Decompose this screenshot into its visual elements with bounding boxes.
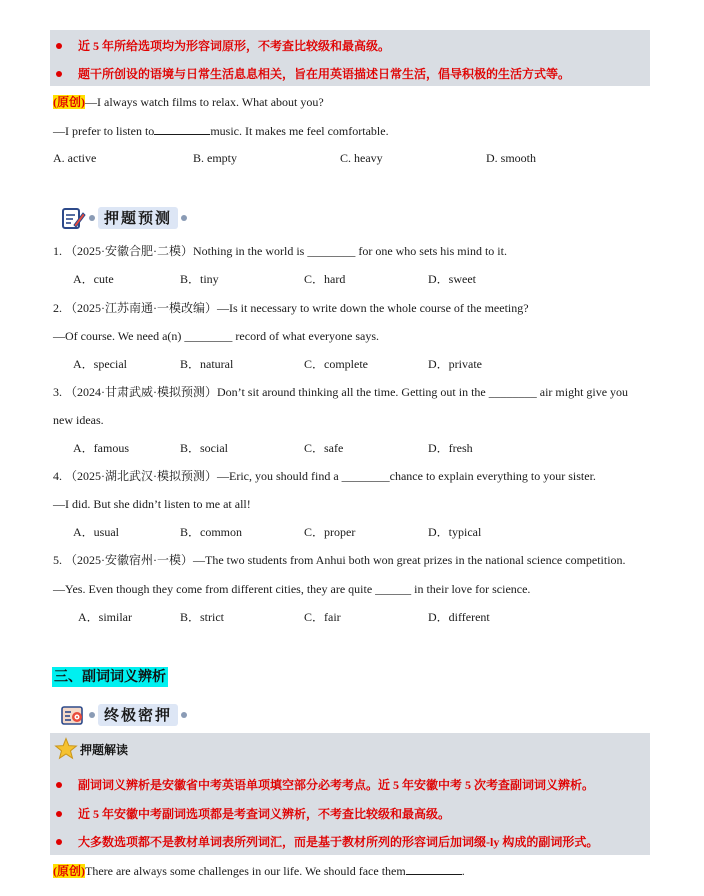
notepad-pencil-icon: [60, 205, 86, 231]
section-title: 三、副词词义辨析: [54, 669, 166, 685]
option-d: D．sweet: [428, 272, 476, 286]
option-c: C．safe: [304, 441, 344, 455]
predict-section-label: 押题预测: [98, 207, 178, 229]
option-b: B．tiny: [180, 272, 219, 286]
option-c: C．complete: [304, 357, 368, 371]
question-stem: 4. （2025·湖北武汉·模拟预测）—Eric, you should find a ________chance to explain everything to your sister.: [53, 469, 596, 483]
bullet-icon: [56, 43, 62, 49]
question-options: [0, 441, 704, 457]
target-board-icon: [60, 702, 86, 728]
original-question-2: (原创)There are always some challenges in our life. We should face them .: [53, 864, 465, 878]
option-d: D．different: [428, 610, 490, 624]
key-point-line: 题干所创设的语境与日常生活息息相关，旨在用英语描述日常生活，倡导积极的生活方式等。: [56, 67, 570, 81]
bullet-icon: [56, 811, 62, 817]
decor-dot: [181, 712, 187, 718]
question-stem-continued: —Yes. Even though they come from different cities, they are quite ______ in their love for science.: [53, 582, 531, 596]
question-stem: 1. （2025·安徽合肥·二模）Nothing in the world is ________ for one who sets his mind to it.: [53, 244, 507, 258]
option-a: A．special: [73, 357, 127, 371]
decor-dot: [181, 215, 187, 221]
final-section-label: 终极密押: [98, 704, 178, 726]
original-question-line2: —I prefer to listen to music. It makes me feel comfortable.: [53, 124, 389, 138]
option-d: D. smooth: [486, 151, 537, 165]
bullet-icon: [56, 839, 62, 845]
option-a: A. active: [53, 151, 97, 165]
interpretation-line: 近 5 年安徽中考副词选项都是考查词义辨析，不考查比较级和最高级。: [56, 807, 450, 821]
option-b: B．social: [180, 441, 228, 455]
original-tag: (原创): [53, 864, 85, 878]
option-b: B．common: [180, 525, 242, 539]
question-stem: 3. （2024·甘肃武威·模拟预测）Don’t sit around thinking all the time. Getting out in the ________ air might give you: [53, 385, 629, 399]
option-b: B. empty: [193, 151, 237, 165]
original-question-options: [0, 151, 704, 167]
question-stem-continued: —I did. But she didn’t listen to me at all!: [53, 497, 251, 511]
option-c: C．proper: [304, 525, 356, 539]
star-icon: [54, 737, 78, 761]
question-options: [0, 610, 704, 626]
original-question-line1: (原创)—I always watch films to relax. What about you?: [53, 95, 324, 109]
exam-interpretation-box: [50, 733, 650, 855]
option-a: A．famous: [73, 441, 129, 455]
question-stem-continued: new ideas.: [53, 413, 104, 427]
decor-dot: [89, 712, 95, 718]
original-tag: (原创): [53, 95, 85, 109]
option-c: C．fair: [304, 610, 341, 624]
interpretation-line: 副词词义辨析是安徽省中考英语单项填空部分必考考点。近 5 年安徽中考 5 次考查副词词义辨析。: [56, 778, 594, 792]
bullet-icon: [56, 782, 62, 788]
key-point-line: 近 5 年所给选项均为形容词原形，不考查比较级和最高级。: [56, 39, 390, 53]
option-a: A．similar: [78, 610, 132, 624]
option-a: A．usual: [73, 525, 119, 539]
option-d: D．private: [428, 357, 482, 371]
option-b: B．natural: [180, 357, 234, 371]
question-stem: 5. （2025·安徽宿州·一模）—The two students from Anhui both won great prizes in the national science competition.: [53, 553, 626, 567]
answer-blank: [406, 863, 462, 875]
predict-section-header: [60, 205, 190, 231]
question-options: [0, 272, 704, 288]
question-stem: 2. （2025·江苏南通·一模改编）—Is it necessary to write down the whole course of the meeting?: [53, 301, 529, 315]
option-b: B．strict: [180, 610, 224, 624]
final-section-header: [60, 702, 190, 728]
interpretation-line: 大多数选项都不是教材单词表所列词汇，而是基于教材所列的形容词后加词缀-ly 构成的副词形式。: [56, 835, 598, 849]
option-d: D．typical: [428, 525, 482, 539]
bullet-icon: [56, 71, 62, 77]
option-c: C．hard: [304, 272, 346, 286]
option-a: A．cute: [73, 272, 114, 286]
key-points-box: [50, 30, 650, 86]
decor-dot: [89, 215, 95, 221]
question-options: [0, 357, 704, 373]
question-options: [0, 525, 704, 541]
option-c: C. heavy: [340, 151, 383, 165]
question-stem-continued: —Of course. We need a(n) ________ record of what everyone says.: [53, 329, 380, 343]
option-d: D．fresh: [428, 441, 473, 455]
answer-blank: [154, 123, 210, 135]
interpretation-heading: 押题解读: [54, 737, 128, 761]
